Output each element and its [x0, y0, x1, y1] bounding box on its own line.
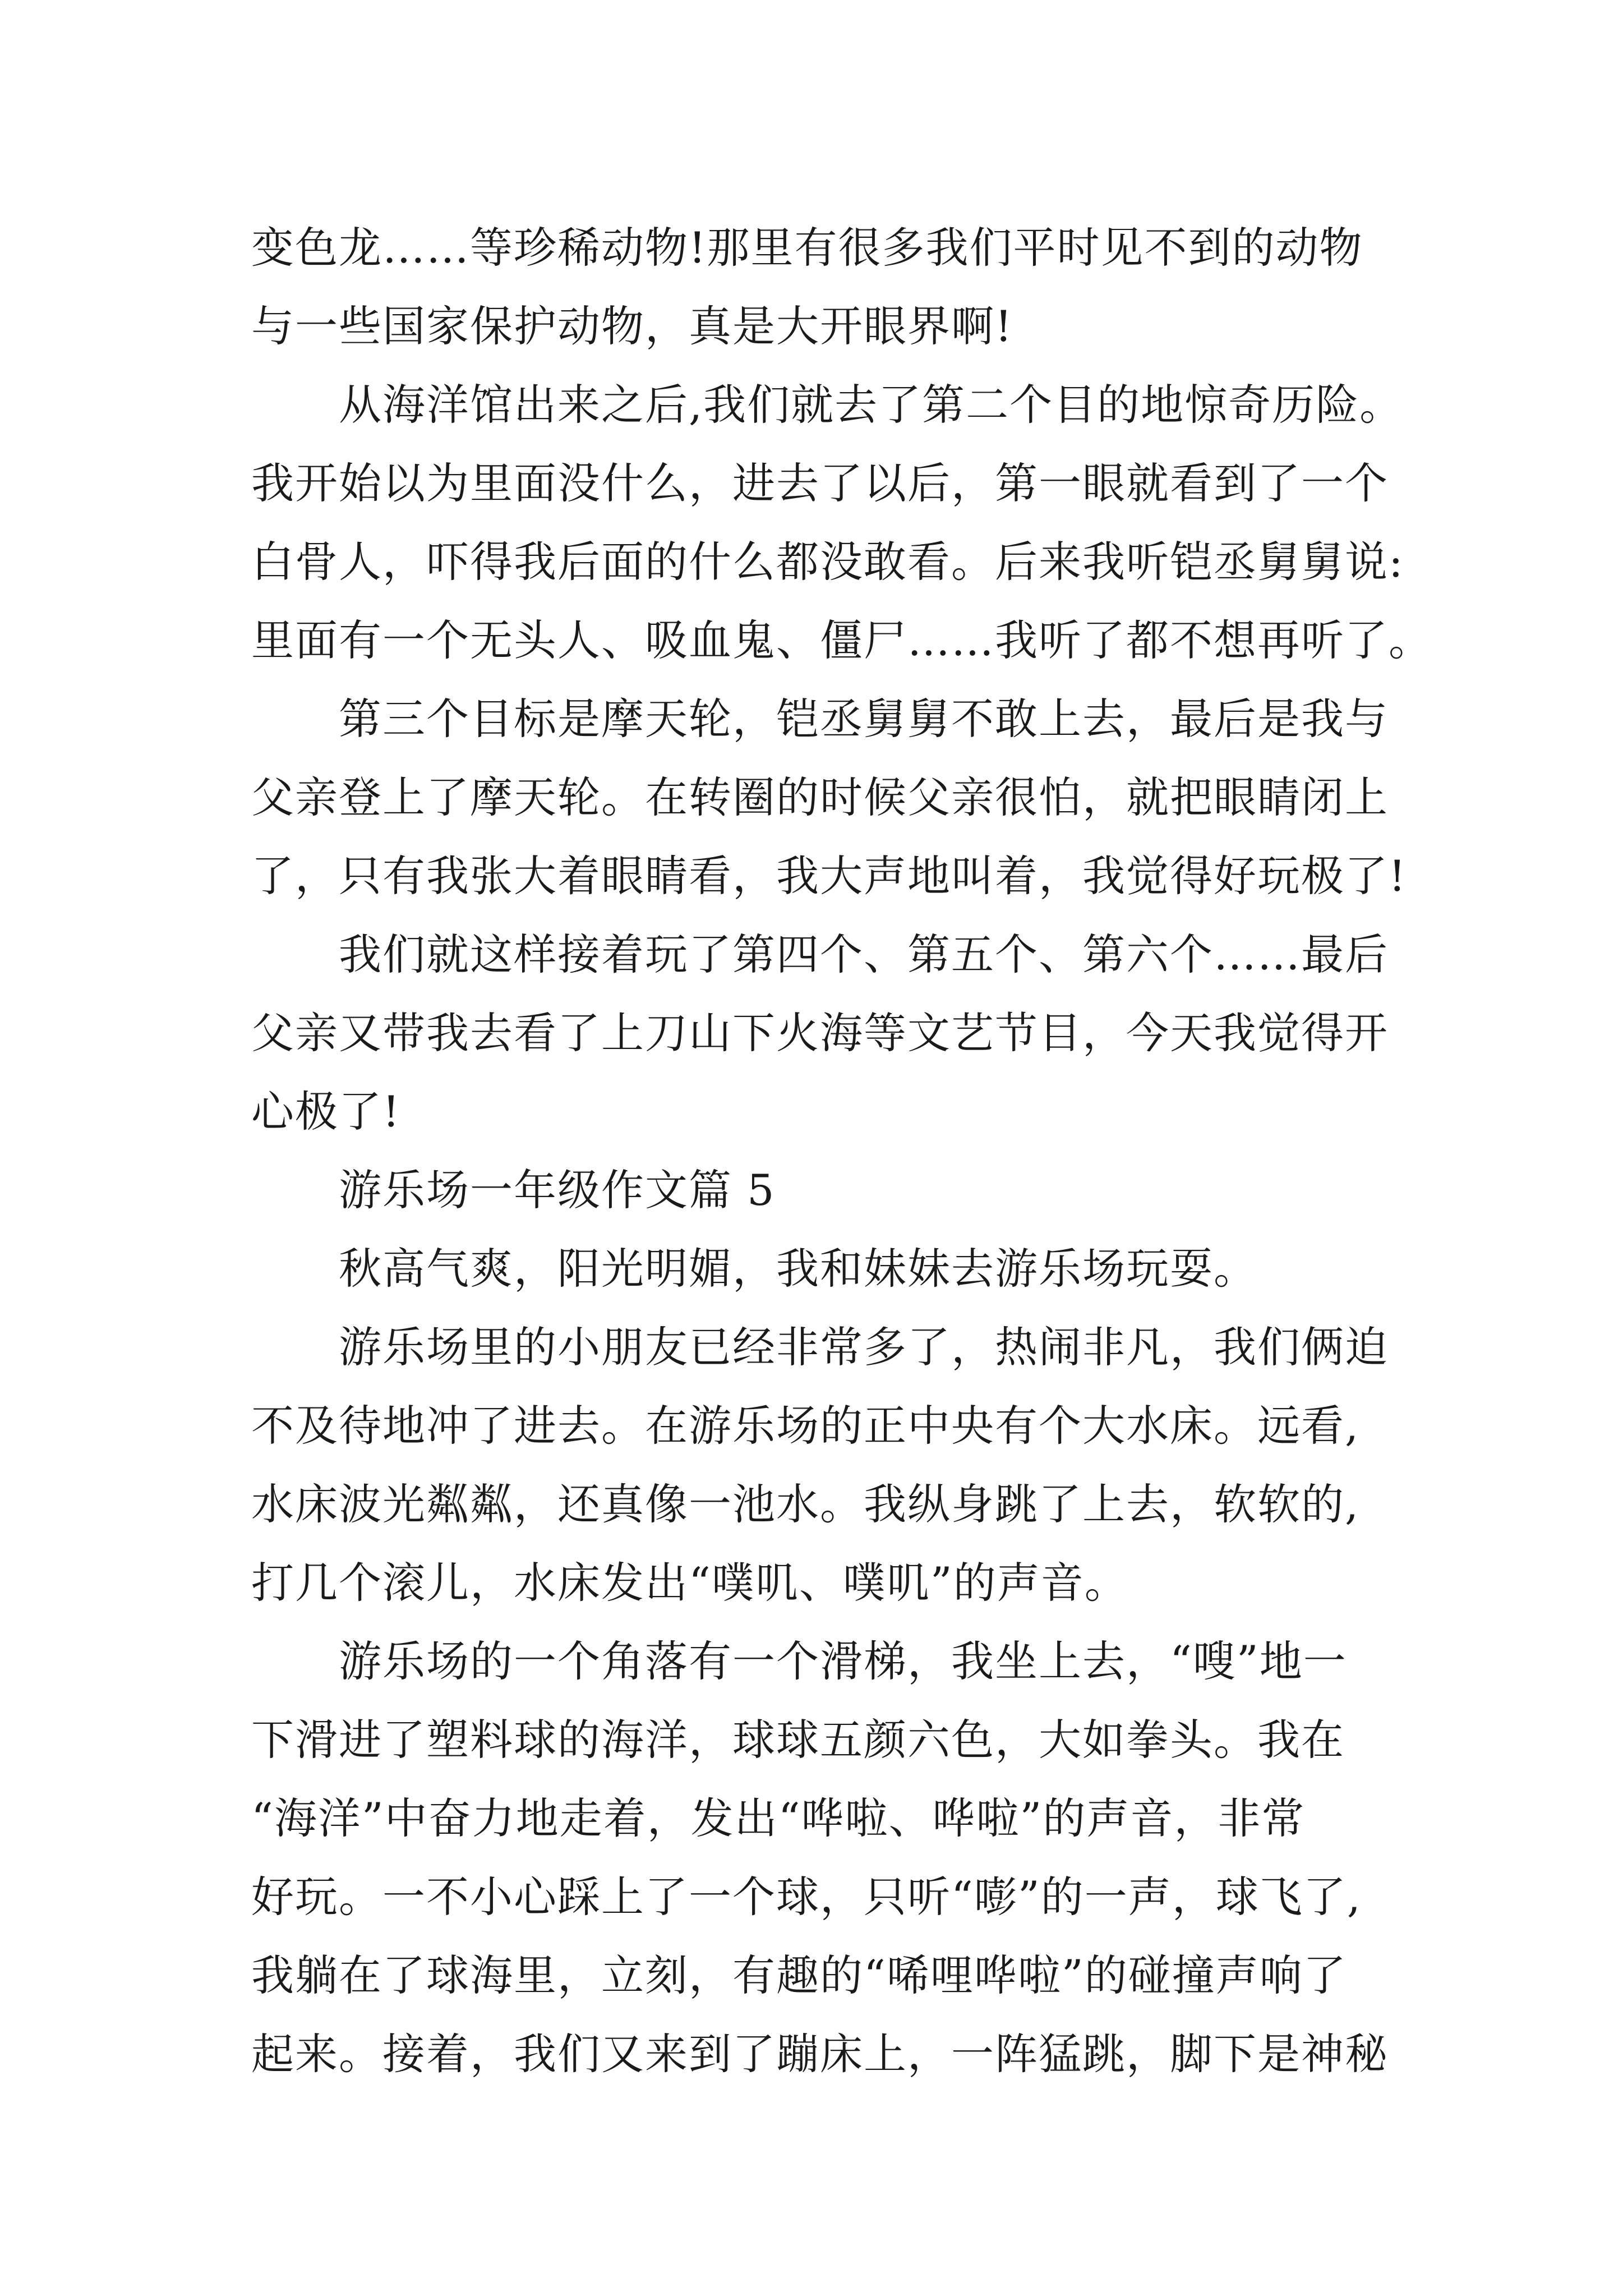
text-line: 下滑进了塑料球的海洋，球球五颜六色，大如拳头。我在	[251, 1715, 1345, 1765]
text-line: 游乐场的一个角落有一个滑梯，我坐上去，“嗖”地一	[251, 1636, 1347, 1686]
text-line: 打几个滚儿，水床发出“噗叽、噗叽”的声音。	[251, 1558, 1128, 1608]
text-line: 里面有一个无头人、吸血鬼、僵尸……我听了都不想再听了。	[251, 615, 1432, 665]
text-line: 与一些国家保护动物，真是大开眼界啊!	[251, 301, 1013, 351]
text-line: 游乐场里的小朋友已经非常多了，热闹非凡，我们俩迫	[251, 1322, 1389, 1372]
text-line: 从海洋馆出来之后,我们就去了第二个目的地惊奇历险。	[251, 380, 1404, 430]
section-heading: 游乐场一年级作文篇 5	[251, 1165, 776, 1215]
text-line: 白骨人，吓得我后面的什么都没敢看。后来我听铠丞舅舅说:	[251, 537, 1404, 587]
text-line: 我们就这样接着玩了第四个、第五个、第六个……最后	[251, 930, 1389, 979]
text-line: 第三个目标是摩天轮，铠丞舅舅不敢上去，最后是我与	[251, 694, 1389, 744]
text-line: 父亲又带我去看了上刀山下火海等文艺节目，今天我觉得开	[251, 1008, 1389, 1058]
text-line: 不及待地冲了进去。在游乐场的正中央有个大水床。远看,	[251, 1401, 1360, 1451]
text-line: 心极了!	[251, 1087, 401, 1137]
text-line: 父亲登上了摩天轮。在转圈的时候父亲很怕，就把眼睛闭上	[251, 772, 1389, 822]
text-line: 水床波光粼粼，还真像一池水。我纵身跳了上去，软软的,	[251, 1479, 1360, 1529]
text-line: 变色龙……等珍稀动物!那里有很多我们平时见不到的动物	[251, 223, 1363, 273]
text-line: 我开始以为里面没什么，进去了以后，第一眼就看到了一个	[251, 458, 1389, 508]
text-line: 好玩。一不小心踩上了一个球，只听“嘭”的一声，球飞了,	[251, 1872, 1362, 1922]
text-line: “海洋”中奋力地走着，发出“哗啦、哗啦”的声音，非常	[251, 1793, 1306, 1843]
text-line: 我躺在了球海里，立刻，有趣的“唏哩哗啦”的碰撞声响了	[251, 1950, 1347, 2000]
text-line: 起来。接着，我们又来到了蹦床上，一阵猛跳，脚下是神秘	[251, 2029, 1389, 2079]
text-line: 秋高气爽，阳光明媚，我和妹妹去游乐场玩耍。	[251, 1244, 1257, 1294]
text-line: 了，只有我张大着眼睛看，我大声地叫着，我觉得好玩极了!	[251, 851, 1407, 901]
